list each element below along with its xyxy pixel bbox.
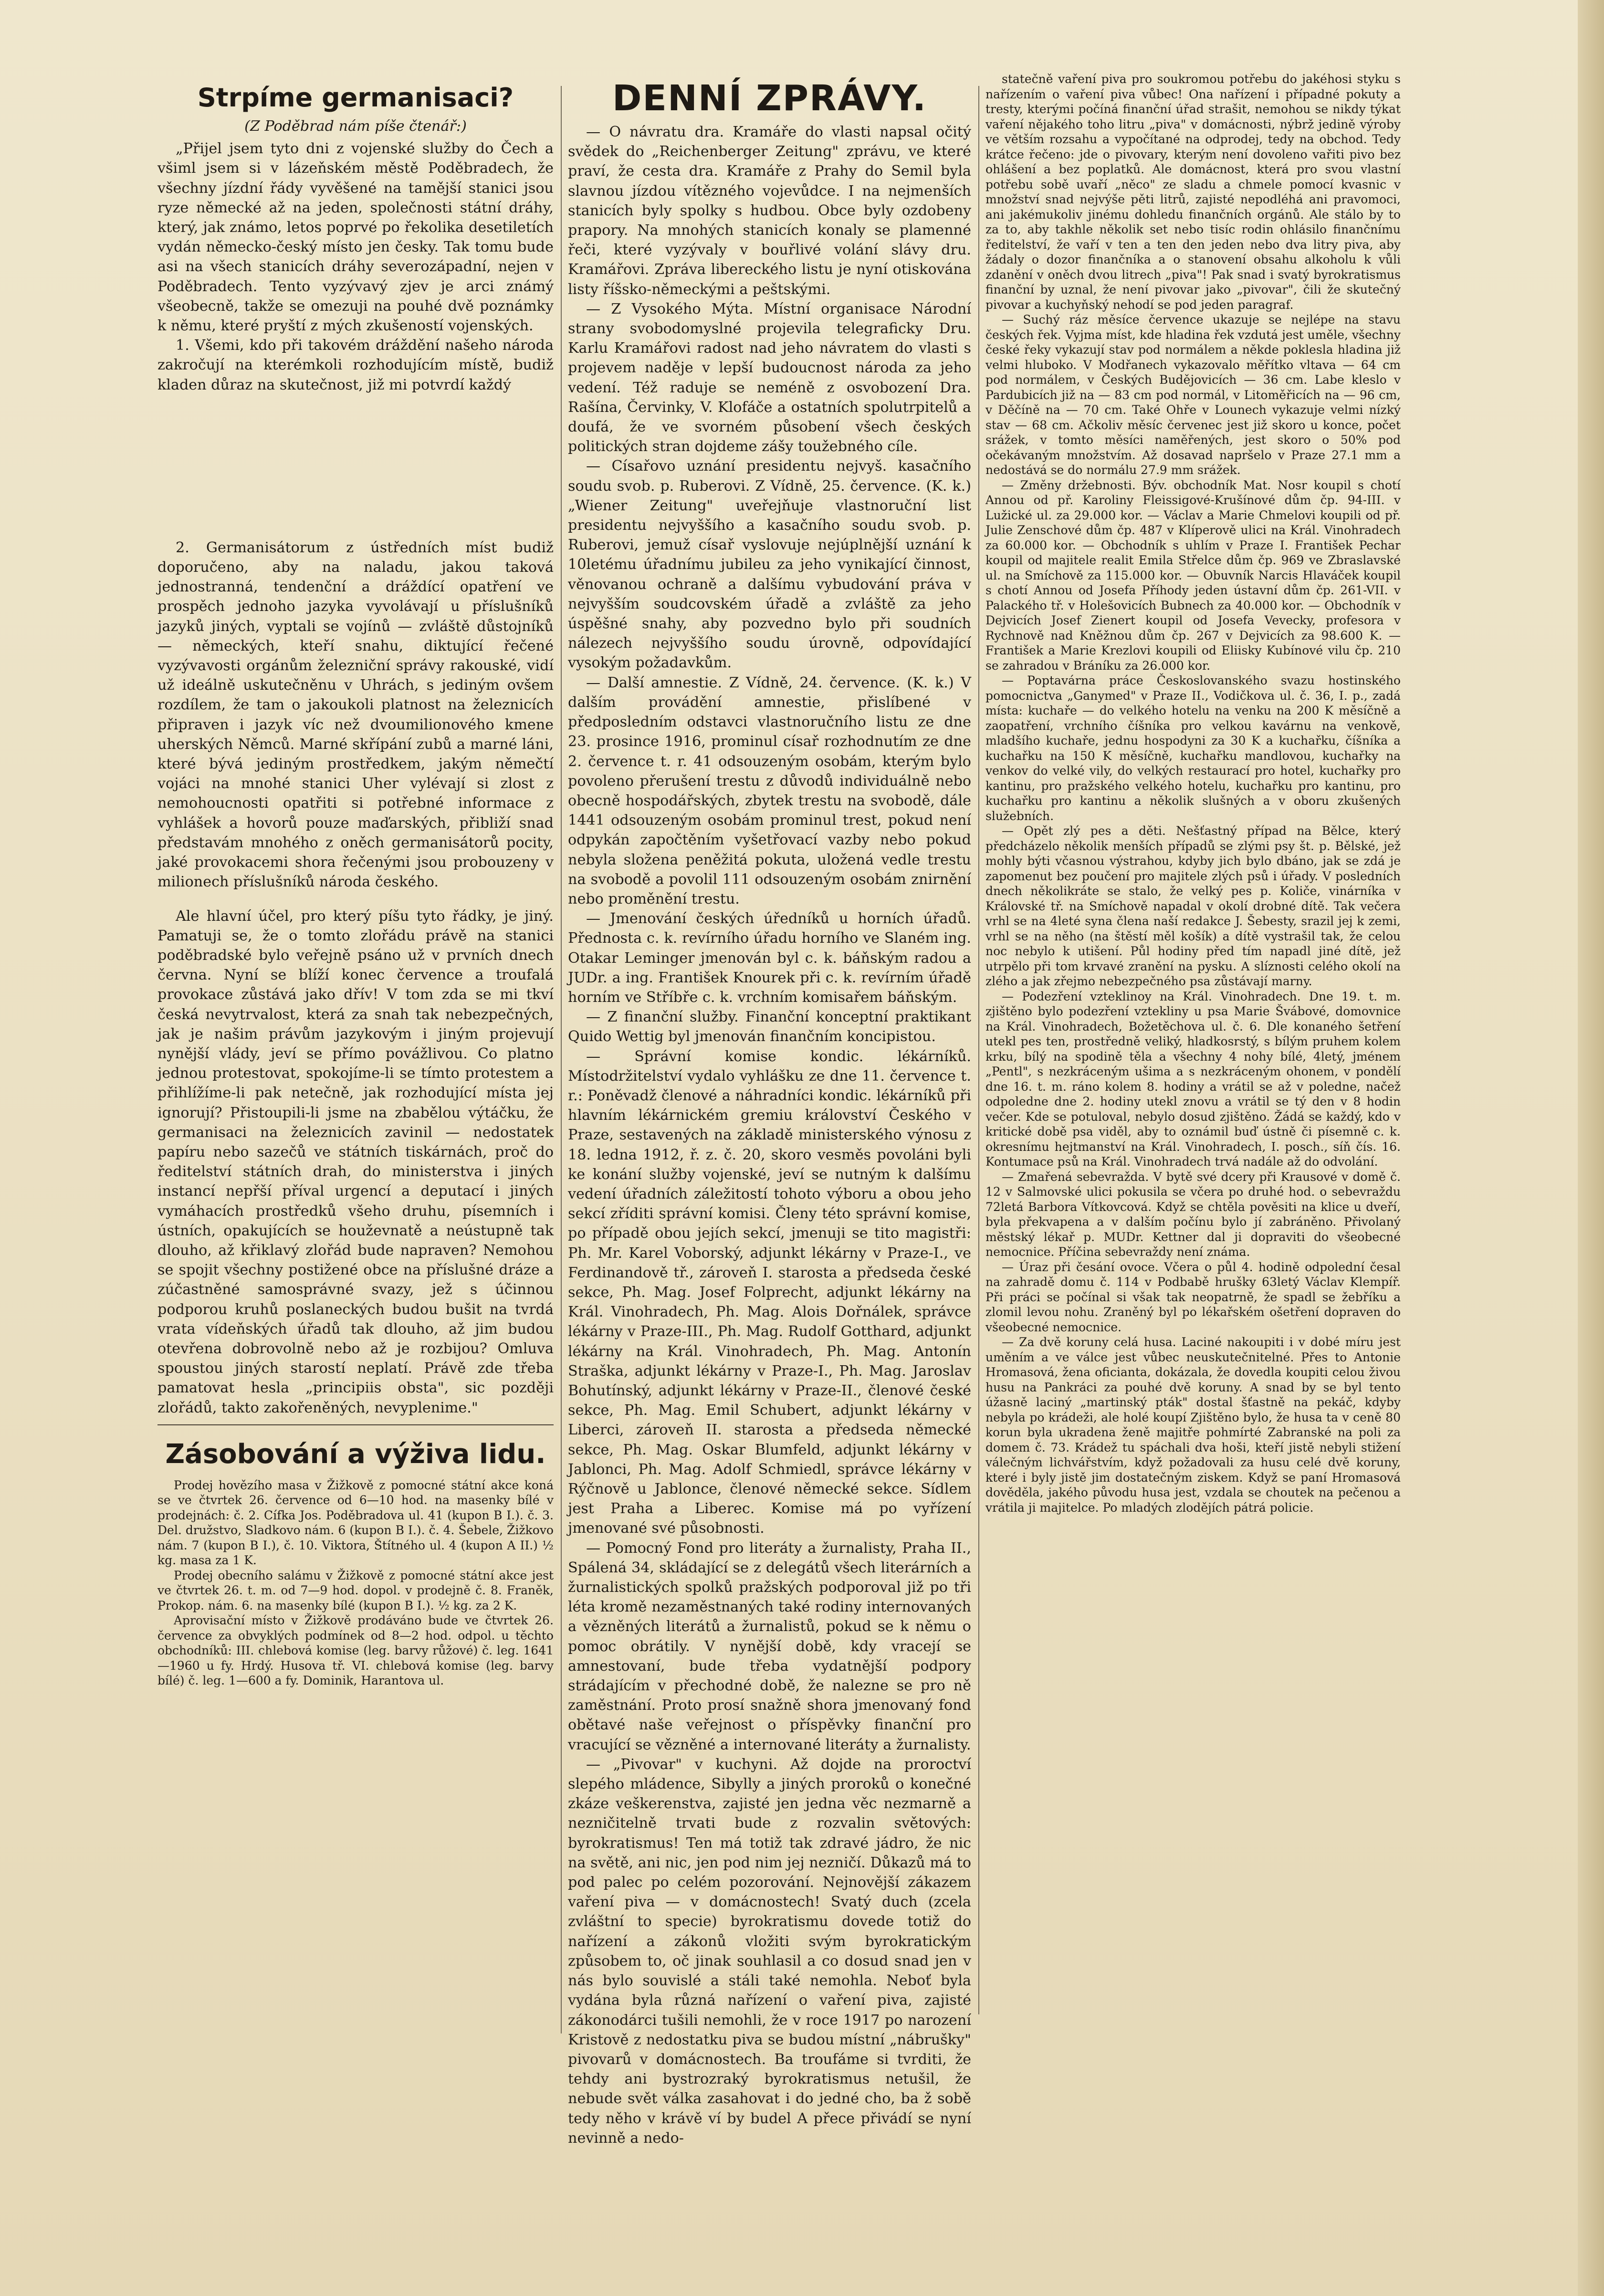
column-1	[157, 72, 554, 2048]
news-item: — Z finanční služby. Finanční konceptní praktikant Quido Wettig byl jmenován finančním koncipistou.	[568, 1009, 971, 1045]
paragraph: 2. Germanisátorum z ústředních míst budiž doporučeno, aby na naladu, jakou taková jednostranná, tendenční a dráždící opatření ve prospěch jednoho jazyka vyvolávají u příslušníků jazyků jiných, vyptali se vojínů — zvláště důstojníků — německých, kteří snahu, diktující řečené vyzývavosti orgánům železniční správy rakouské, vidí už ideálně uskutečněnu v Uhrách, s jediným ovšem rozdílem, že tam o jakoukoli platnost na železnicích připraven i jazyk víc než dvoumilionového kmene uherských Němců. Marné skřípání zubů a marné láni, které bývá jediným prostředkem, jakým němečtí vojáci na mnohé stanici Uher vylévají si zlost z nemohoucnosti opatřiti si potřebné informace z vyhlášek a hovorů pouze maďarských, přibliží snad představám mnohého z oněch germanisátorů pocity, jaké provokacemi shora řečenými jsou probouzeny v milionech příslušníků národa českého.	[157, 539, 554, 891]
news-item: — Poptavárna práce Českoslovanského svazu hostinského pomocnictva „Ganymed" v Praze II., Vodičkova ul. č. 36, I. p., zadá místa: kuchaře — do velkého hotelu na venku na 200 K měsíčně a zaopatření, vrchního číšníka pro velkou kavárnu na venkově, mladšího kuchaře, jednu hospodyni za 30 K a kuchařku, číšníka a kuchařku na 150 K měsíčně, kuchařku mandlovou, kuchařky na venkov do velké vily, do velkých restaurací pro hotel, kuchařky pro kantinu, pro pražského velkého hotelu, kuchařku pro kantinu, pro kuchařku pro kantinu a několik slušných a v oboru zkušených služebních.	[985, 674, 1401, 823]
paragraph: „Přijel jsem tyto dni z vojenské služby do Čech a všiml jsem si v lázeňském městě Poděbradech, že všechny jízdní řády vyvěšené na tamější stanici jsou ryze německé až na jeden, společnosti státní dráhy, který, jak známo, letos poprvé po řekolika desetiletích vydán německo-český místo jen česky. Tak tomu bude asi na všech stanicích dráhy severozápadní, nejen v Poděbradech. Tento vyzývavý zjev je arci známý všeobecně, takže se omezuji na pouhé dvě poznámky k němu, které pryští z mých zkušeností vojenských.	[157, 140, 554, 335]
news-item: — Císařovo uznání presidentu nejvyš. kasačního soudu svob. p. Ruberovi. Z Vídně, 25. července. (K. k.) „Wiener Zeitung" uveřejňuje vlastnoruční list presidentu nejvyššího a kasačního soudu svob. p. Ruberovi, jemuž císař vyslovuje nejúplnější uznání k 10letému úřadnímu jubileu za jeho vynikající činnost, věnovanou ochraně a dalšímu vybudování práva v nejvyšším soudcovském úřadě a zvláště za jeho úspěšné snahy, aby pozvedno bylo při soudních nálezech nejvyššího soudu úrovně, odpovídající vysokým požadavkům.	[568, 458, 971, 672]
column-rule-2	[978, 86, 979, 2014]
news-item: — Za dvě koruny celá husa. Laciné nakoupiti i v dobé míru jest uměním a ve válce jest vůbec neuskutečnitelné. Přes to Antonie Hromasová, žena oficianta, dokázala, že dovedla koupiti celou živou husu na Pankráci za pouhé dvě koruny. A snad by se byl tento úžasně laciný „martinský pták" dostal šťastně na pekáč, kdyby nebyla po krádeži, ale holé koupí Zjištěno bylo, že husa ta v ceně 80 korun byla ukradena ženě majitře pohmírté Zabranské na poli za domem č. 73. Krádež tu spáchali dva hoši, kteří jistě nebyli stižení válečným lichvářstvím, když požadovali za husu celé dvě koruny, které i byly jistě jim dostatečným ziskem. Když se paní Hromasová dověděla, jakého původu husa jest, vzdala se choutek na pečenou a vrátila ji majitelce. Po mladých zlodějích pátrá policie.	[985, 1335, 1401, 1515]
supply-notices	[157, 1478, 554, 1688]
article-title-strpime: Strpíme germanisaci?	[197, 83, 514, 113]
page-edge	[1578, 0, 1604, 2296]
news-item: — Správní komise kondic. lékárníků. Místodržitelství vydalo vyhlášku ze dne 11. července t. r.: Poněvadž členové a náhradníci kondic. lékárníků při hlavním lékárnickém gremiu království Českého v Praze, sestavených na základě ministerského výnosu z 18. ledna 1912, ř. z. č. 20, skoro vesměs povoláni byli ke konání služby vojenské, jeví se nutným k dalšímu vedení úřadních záležitostí tohoto výboru a obou jeho sekcí zříditi správní komisi. Členy této správní komise, po případě obou jejích sekcí, jmenuji se tito magistři: Ph. Mr. Karel Voborský, adjunkt lékárny v Praze-I., ve Ferdinandově tř., zároveň I. starosta a předseda české sekce, Ph. Mag. Josef Folprecht, adjunkt lékárny na Král. Vinohradech, Ph. Mag. Alois Dořnálek, správce lékárny v Praze-III., Ph. Mag. Rudolf Gotthard, adjunkt lékárny na Král. Vinohradech, Ph. Mag. Antonín Straška, adjunkt lékárny v Praze-I., Ph. Mag. Jaroslav Bohutínský, adjunkt lékárny v Praze-II., členové české sekce, Ph. Mag. Emil Schubert, adjunkt lékárny v Liberci, zároveň II. starosta a předseda německé sekce, Ph. Mag. Oskar Blumfeld, adjunkt lékárny v Jablonci, Ph. Mag. Adolf Schmiedl, správce lékárny v Rýčnově u Jablonce, členové německé sekce. Sídlem jest Praha a Liberec. Komise má po vyřízení jmenované své působnosti.	[568, 1048, 971, 1537]
column-2	[568, 72, 971, 2147]
section-title-supply: Zásobování a výživa lidu.	[165, 1438, 546, 1470]
news-item: — „Pivovar" v kuchyni. Až dojde na proroctví slepého mládence, Sibylly a jiných proroků o konečné zkáze veškerenstva, zajisté jen jedna věc nezmarně a nezničitelně trvati bude z rozvalin světových: byrokratismus! Ten má totiž tak zdravé jádro, že nic na světě, ani nic, jen pod nim jej nezničí. Důkazů má to pod palec po celém pozorování. Nejnovější zákazem vaření piva — v domácnostech! Svatý duch (zcela zvláštní to specie) byrokratismu dovede totiž do nařízení a zákonů vložiti svým byrokratickým způsobem to, oč jinak souhlasil a co dosud snad jen v nás bylo souvislé a stáli také nemohla. Neboť byla vydána byla různá nařízení o vaření piva, zajisté zákonodárci tušili nemohli, že v roce 1917 po narození Kristově z nedostatku piva se budou místní „nábrušky" pivovarů v domácnostech. Ba troufáme si tvrditi, že tehdy ani bystrozraký byrokratismus netušil, že nebude svět válka zasahovat i do jedné cho, ba ž sobě tedy něho v krávě ví by budel A přece přivádí se nyní nevinně a nedo-	[568, 1756, 971, 2147]
news-item: — Další amnestie. Z Vídně, 24. července. (K. k.) V dalším provádění amnestie, přislíbené v předposledním odstavci vlastnoručního listu ze dne 23. prosince 1916, prominul císař rozhodnutím ze dne 2. července t. r. 41 odsouzeným osobám, kterým bylo povoleno přerušení trestu z důvodů individuálně nebo obecně hospodářských, zbytek trestu na svobodě, dále 1441 odsouzeným osobám prominul trest, pokud není odpykán započtěním vyšetřovací vazby nebo pokud nebyla složena peněžitá pokuta, uložená vedle trestu na svobodě a povolil 111 odsouzeným osobám znirnění nebo proměnění trestu.	[568, 674, 971, 907]
notice: Prodej obecního salámu v Žižkově z pomocné státní akce jest ve čtvrtek 26. t. m. od 7—9 hod. dopol. v prodejně č. 8. Franěk, Prokop. nám. 6. na masenky bílé (kupon B I.). ½ kg. za 2 K.	[157, 1568, 554, 1612]
paragraph: 1. Všemi, kdo při takovém dráždění našeho národa zakročují na kterémkoli rozhodujícím místě, budiž kladen důraz na skutečnost, již mi potvrdí každý	[157, 337, 554, 393]
news-item: — Opět zlý pes a děti. Nešťastný případ na Bělce, který předcházelo několik menších případů se zlými psy št. p. Bělské, jež mohly býti včasnou výstrahou, kdyby jich bylo dbáno, jak se zdá je zapomenut bez poučení pro majitele zlých psů i úřady. V posledních dnech několikráte se stalo, že velký pes p. Količe, vinárníka v Královské tř. na Smíchově napadal v okolí drobné dítě. Tak večera vrhl se na 4leté syna člena naší redakce J. Šebesty, srazil jej k zemi, vrhl se na něho (na štěstí měl košík) a dítě vystrašil tak, že celou noc nebylo k utišení. Půl hodiny před tím napadl jiné dítě, jež utrpělo při tom krvavé zranění na pysku. A slíznosti celého okolí na zlého a jak zřejmo nebezpečného psa zůstávají marny.	[985, 824, 1401, 988]
news-item: statečně vaření piva pro soukromou potřebu do jakéhosi styku s nařízením o vaření piva vůbec! Ona nařízení i případné pokuty a tresty, kterými počíná finanční úřad strašit, nemohou se nikdy týkat vaření nějakého toho litru „piva" v domácnosti, nýbrž jedině výroby ve větším rozsahu a vypočítané na odprodej, tedy na obchod. Tedy krátce řečeno: jde o pivovary, kterým není dovoleno vařiti pivo bez ohlášení a bez poplatků. Ale domácnost, která pro svou vlastní potřebu sobě uvaří „něco" ze sladu a chmele pomocí kvasnic v množství snad nejvýše pěti litrů, zajisté nepodléhá ani pravomoci, ani jakémukoliv jinému dohledu finančních orgánů. Ale stálo by to za to, aby takhle několik set nebo tisíc rodin ohlásilo finančnímu ředitelství, že vaří v ten a ten den jeden nebo dva litry piva, aby žádaly o dozor finančníka a o stanovení obsahu alkoholu k vůli zdanění v oněch dvou litrech „piva"! Pak snad i svatý byrokratismus finanční by uznal, že není pivovar jako „pivovar", čili že skutečný pivovar a kuchyňský nehodí se pod jeden paragraf.	[985, 72, 1401, 312]
news-item: — Změny držebnosti. Býv. obchodník Mat. Nosr koupil s chotí Annou od př. Karoliny Fleissigové-Krušínové dům čp. 94-III. v Lužické ul. za 29.000 kor. — Václav a Marie Chmelovi koupili od př. Julie Zenschové dům čp. 487 v Klíperově ulici na Král. Vinohradech za 60.000 kor. — Obchodník s uhlím v Praze I. František Pechar koupil od majitele realit Emila Střelce dům čp. 969 ve Zbraslavské ul. na Smíchově za 115.000 kor. — Obuvník Narcis Hlaváček koupil s chotí Annou od Josefa Příhody jeden ústavní dům čp. 261-VII. v Palackého tř. v Holešovicích Bubnech za 40.000 kor. — Obchodník v Dejvicích Josef Zienert koupil od Josefa Vevecky, profesora v Rychnově nad Kněžnou dům čp. 267 v Dejvicích za 98.600 K. — František a Marie Krezlovi koupili od Eliisky Kubínové vilu čp. 210 se zahradou v Bráníku za 26.000 kor.	[985, 478, 1401, 673]
news-item: — Suchý ráz měsíce července ukazuje se nejlépe na stavu českých řek. Vyjma míst, kde hladina řek vzdutá jest uměle, všechny české řeky vykazují stav pod normálem a někde poklesla hladina již velmi hluboko. V Modřanech vykazovalo měřítko vltava — 64 cm pod normálem, v Českých Budějovicích — 36 cm. Labe kleslo v Pardubicích již na — 83 cm pod normál, v Litoměřicích na — 96 cm, v Děčíně na — 70 cm. Také Ohře v Lounech vykazuje velmi nízký stav — 68 cm. Ačkoliv měsíc červenec jest již skoro u konce, počet srážek, v tomto měsíci naměřených, jest skoro o 50% pod očekávaným množstvím. Až dosavad napršelo v Praze 27.1 mm a nedostává se do normálu 27.9 mm srážek.	[985, 313, 1401, 477]
news-item: — Pomocný Fond pro literáty a žurnalisty, Praha II., Spálená 34, skládající se z delegátů všech literárních a žurnalistických spolků pražských podporoval již po tři léta kromě nezaměstnaných také rodiny internovaných a vězněných literátů a žurnalistů, pokud se k němu o pomoc obrátily. V nynější době, kdy vracejí se amnestovaní, bude třeba vydatnější podpory strádajícím v přechodné době, že nalezne se pro ně zaměstnání. Proto prosí snažně shora jmenovaný fond obětavé naše veřejnost o příspěvky finanční pro vracující se vězněné a internované literáty a žurnalisty.	[568, 1539, 971, 1753]
news-item: — Zmařená sebevražda. V bytě své dcery při Krausové v domě č. 12 v Salmovské ulici pokusila se včera po druhé hod. o sebevraždu 72letá Barbora Vítkovcová. Když se chtěla pověsiti na klice u dveří, byla překvapena a v dalším počínu bylo jí zabráněno. Přivolaný městský lékař p. MUDr. Kettner dal ji dopraviti do všeobecné nemocnice. Příčina sebevraždy není známa.	[985, 1169, 1401, 1259]
article-subtitle: (Z Poděbrad nám píše čtenář:)	[244, 118, 467, 135]
column-rule-1	[561, 86, 562, 2033]
column-3	[985, 72, 1401, 2053]
news-item: — O návratu dra. Kramáře do vlasti napsal očitý svědek do „Reichenberger Zeitung" zprávu, ve které praví, že cesta dra. Kramáře z Prahy do Semil byla slavnou jízdou vítězného vojevůdce. I na nejmenších stanicích byly spolky s hudbou. Obce byly ozdobeny prapory. Na mnohých stanicích konaly se plamenné řeči, které vyzývaly v bouřlivé volání slávy dru. Kramářovi. Zpráva libereckého listu je nyní otiskována listy říšsko-německými a peštskými.	[568, 124, 971, 298]
news-item: — Z Vysokého Mýta. Místní organisace Národní strany svobodomyslné projevila telegraficky Dru. Karlu Kramářovi radost nad jeho návratem do vlasti s projevem naděje v lepší budoucnost národa za jeho vedení. Též raduje se neméně z osvobození Dra. Rašína, Červinky, V. Klofáče a ostatních spolutrpitelů a doufá, že ve svorném působení všech českých politických stran dojdeme zášy toužebného cíle.	[568, 300, 971, 455]
paragraph: Ale hlavní účel, pro který píšu tyto řádky, je jiný. Pamatuji se, že o tomto zlořádu právě na stanici poděbradské bylo veřejně psáno už v prvních dnech června. Nyní se blíží konec července a troufalá provokace zůstává jako dřív! V tom zda se mi tkví česká nevytrvalost, která za snah tak nebezpečných, jak je našim právům jazykovým i jiným projevují nynější vlády, jeví se přímo povážlivou. Co platno jednou protestovat, spokojíme-li se tímto protestem a přihlížíme-li pak netečně, jak rozhodující místa jej ignorují? Přistoupili-li jsme na zbabělou výtáčku, že germanisaci na železnicích zavinil — nedostatek papíru nebo sazečů ve státních tiskárnách, proč do ředitelství státních drah, do ministerstva i jiných instancí nepřší příval urgencí a deputací i jiných vymáhacích prostředků všeho druhu, písemních i ústních, opakujících se houževnatě a neústupně tak dlouho, až křiklavý zlořád bude napraven? Nemohou se spojit všechny postižené obce na příslušné dráze a zúčastněné samosprávné svazy, jež s účinnou podporou kruhů poslaneckých budou bušit na tvrdá vrata vídeňských úřadů tak dlouho, až jim budou otevřena dobrovolně nebo až je rozbijou? Omluva spoustou jiných starostí neplatí. Právě zde třeba pamatovat hesla „principiis obsta", sic později zlořádů, takto zakořeněných, nevyplenime."	[157, 907, 554, 1416]
section-divider	[157, 1424, 554, 1425]
section-title-daily-news: DENNÍ ZPRÁVY.	[612, 78, 927, 119]
notice: Prodej hovězího masa v Žižkově z pomocné státní akce koná se ve čtvrtek 26. července od 6—10 hod. na masenky bílé v prodejnách: č. 2. Cífka Jos. Poděbradova ul. 41 (kupon B I.). č. 3. Del. družstvo, Sladkovo nám. 6 (kupon B I.). č. 4. Šebele, Žižkovo nám. 7 (kupon B I.), č. 10. Viktora, Štítného ul. 4 (kupon A II.) ½ kg. masa za 1 K.	[157, 1478, 554, 1568]
notice: Aprovisační místo v Žižkově prodáváno bude ve čtvrtek 26. července za obvyklých podmínek od 8—2 hod. odpol. u těchto obchodníků: III. chlebová komise (leg. barvy růžové) č. leg. 1641—1960 u fy. Hrdý. Husova tř. VI. chlebová komise (leg. barvy bílé) č. leg. 1—600 a fy. Dominik, Harantova ul.	[157, 1613, 554, 1688]
news-item: — Jmenování českých úředníků u horních úřadů. Přednosta c. k. revírního úřadu horního ve Slaném ing. Otakar Leminger jmenován byl c. k. báňským radou a JUDr. a ing. František Knourek při c. k. revírním úřadě horním ve Stříbře c. k. vrchním komisařem báňským.	[568, 910, 971, 1006]
news-item: — Podezření vzteklinoy na Král. Vinohradech. Dne 19. t. m. zjištěno bylo podezření vztekliny u psa Marie Švábové, domovnice na Král. Vinohradech, Božetěchova ul. č. 6. Dle konaného šetření utekl pes ten, prostředně veliký, hladkosrstý, s bílým pruhem kolem krku, bílý na spodině těla a všechny 4 nohy bílé, 4letý, jménem „Pentl", s nezkráceným ušima a s nezkráceným ohonem, v pondělí dne 16. t. m. ráno kolem 8. hodiny a vrátil se až v poledne, načež odpoledne dne 2. hodiny utekl znovu a vrátil se tý den v 8 hodin večer. Kde se potuloval, nebylo dosud zjištěno. Žádá se každý, kdo v kritické době psa viděl, aby to oznámil buď ústně či písemně c. k. okresnímu hejtmanství na Král. Vinohradech, I. posch., síň čís. 16. Kontumace psů na Král. Vinohradech trvá nadále až do odvolání.	[985, 989, 1401, 1169]
blank-space	[157, 395, 554, 538]
news-item: — Úraz při česání ovoce. Včera o půl 4. hodině odpolední česal na zahradě domu č. 114 v Podbabě hrušky 63letý Václav Klempíř. Při práci se počínal si však tak neopatrně, že spadl se žebříku a zlomil levou nohu. Zraněný byl po lékařském ošetření dopraven do všeobecné nemocnice.	[985, 1260, 1401, 1334]
